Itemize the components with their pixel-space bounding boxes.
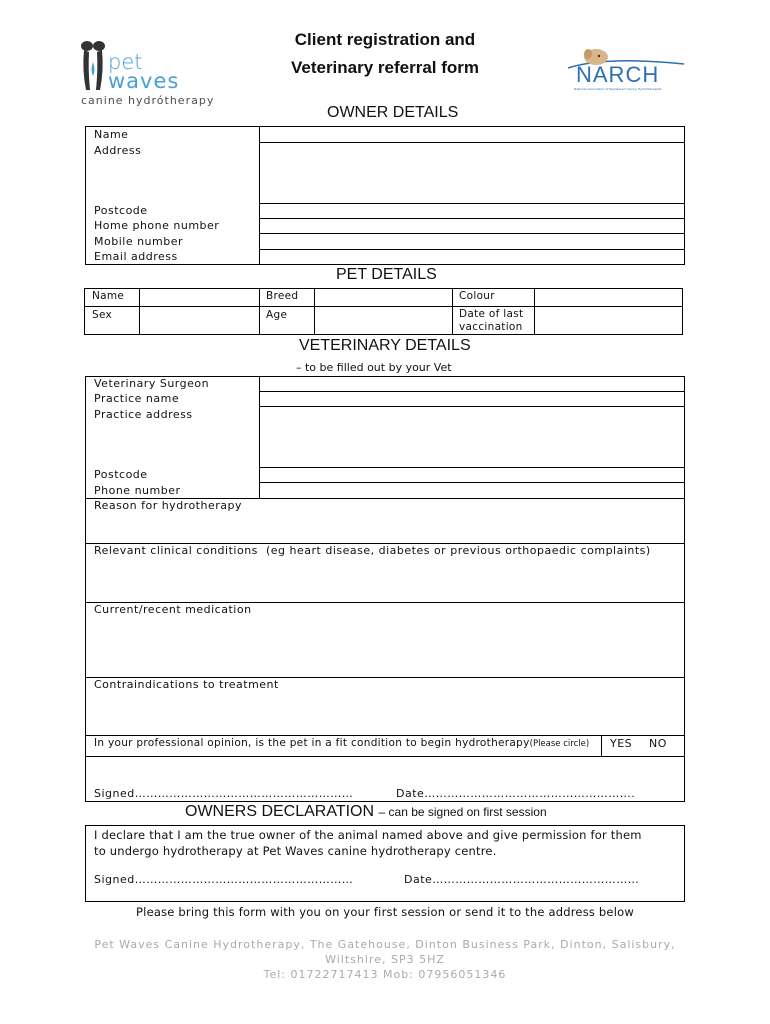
- owner-postcode-field[interactable]: [260, 204, 684, 218]
- vet-date-line[interactable]: Date……………………………………………….: [396, 787, 636, 800]
- vet-practice-address-field[interactable]: [260, 407, 684, 467]
- owner-email-label: Email address: [94, 250, 178, 263]
- pet-colour-label: Colour: [459, 290, 495, 302]
- pet-colour-field[interactable]: [535, 289, 682, 306]
- pet-breed-label: Breed: [266, 290, 299, 302]
- form-title-line1: Client registration and: [294, 30, 476, 49]
- owner-date-line[interactable]: Date………………………………………………: [404, 873, 640, 886]
- vet-practice-name-label: Practice name: [94, 392, 180, 405]
- clinical-conditions-label: Relevant clinical conditions: [94, 544, 258, 557]
- fitness-question-label: In your professional opinion, is the pet in a fit condition to begin hydrotherapy(Please circle): [94, 737, 590, 749]
- owner-address-label: Address: [94, 144, 142, 157]
- vet-phone-field[interactable]: [260, 483, 684, 498]
- vet-details-subheading: – to be filled out by your Vet: [296, 361, 452, 374]
- owner-email-field[interactable]: [260, 250, 684, 264]
- pet-age-label: Age: [266, 309, 288, 321]
- owner-details-heading: OWNER DETAILS: [327, 104, 459, 121]
- reason-field[interactable]: [86, 512, 684, 543]
- owner-name-field[interactable]: [260, 127, 684, 142]
- narch-logo: [566, 46, 686, 96]
- pet-sex-label: Sex: [92, 309, 113, 321]
- fitness-yes-option[interactable]: YES: [610, 737, 633, 750]
- medication-label: Current/recent medication: [94, 603, 252, 616]
- owner-home-phone-label: Home phone number: [94, 219, 220, 232]
- instructions-text: Please bring this form with you on your first session or send it to the address below: [136, 905, 634, 919]
- narch-text: NARCH: [576, 62, 660, 87]
- footer-address-line2: Wiltshire, SP3 5HZ: [325, 953, 445, 966]
- pet-waves-logo: [78, 40, 218, 110]
- logo-pet-text: pet: [108, 50, 143, 74]
- form-title-line2: Veterinary referral form: [290, 58, 480, 77]
- pet-vaccination-label-line2: vaccination: [459, 321, 523, 333]
- logo-waves-text: waves: [108, 69, 180, 93]
- owner-signed-line[interactable]: Signed…………………………………………………: [94, 873, 354, 886]
- pet-name-field[interactable]: [140, 289, 259, 306]
- pet-vaccination-field[interactable]: [535, 307, 682, 334]
- declaration-text-line1: I declare that I am the true owner of the animal named above and give permission for them: [94, 828, 642, 842]
- contraindications-label: Contraindications to treatment: [94, 678, 279, 691]
- vet-postcode-label: Postcode: [94, 468, 148, 481]
- reason-label: Reason for hydrotherapy: [94, 499, 242, 512]
- clinical-conditions-field[interactable]: [86, 558, 684, 602]
- pet-sex-field[interactable]: [140, 307, 259, 334]
- owners-declaration-heading: OWNERS DECLARATION – can be signed on first session: [185, 803, 547, 820]
- pet-details-heading: PET DETAILS: [336, 266, 437, 283]
- vet-practice-name-field[interactable]: [260, 392, 684, 406]
- owner-postcode-label: Postcode: [94, 204, 148, 217]
- owner-mobile-label: Mobile number: [94, 235, 184, 248]
- vet-surgeon-field[interactable]: [260, 377, 684, 391]
- narch-tagline: National Association of Registered Canine Hydrotherapists: [574, 87, 662, 91]
- pet-age-field[interactable]: [315, 307, 452, 334]
- dog-silhouette-icon: [78, 40, 108, 92]
- owner-name-label: Name: [94, 128, 129, 141]
- pet-name-label: Name: [92, 290, 125, 302]
- vet-phone-label: Phone number: [94, 484, 181, 497]
- footer-contact: Tel: 01722717413 Mob: 07956051346: [263, 968, 507, 981]
- logo-tagline: canine hydrótherapy: [81, 94, 215, 107]
- footer-address-line1: Pet Waves Canine Hydrotherapy, The Gatehouse, Dinton Business Park, Dinton, Salisbury,: [94, 938, 676, 951]
- pet-vaccination-label-line1: Date of last: [459, 308, 524, 320]
- owner-home-phone-field[interactable]: [260, 219, 684, 233]
- vet-signed-line[interactable]: Signed…………………………………………………: [94, 787, 354, 800]
- clinical-conditions-hint: (eg heart disease, diabetes or previous orthopaedic complaints): [266, 544, 651, 557]
- medication-field[interactable]: [86, 617, 684, 677]
- contraindications-field[interactable]: [86, 692, 684, 735]
- vet-practice-address-label: Practice address: [94, 408, 193, 421]
- pet-breed-field[interactable]: [315, 289, 452, 306]
- vet-postcode-field[interactable]: [260, 468, 684, 482]
- vet-surgeon-label: Veterinary Surgeon: [94, 377, 210, 390]
- owner-address-field[interactable]: [260, 143, 684, 203]
- owner-mobile-field[interactable]: [260, 234, 684, 249]
- fitness-no-option[interactable]: NO: [649, 737, 667, 750]
- declaration-text-line2: to undergo hydrotherapy at Pet Waves canine hydrotherapy centre.: [94, 844, 497, 858]
- vet-details-heading: VETERINARY DETAILS: [299, 337, 471, 354]
